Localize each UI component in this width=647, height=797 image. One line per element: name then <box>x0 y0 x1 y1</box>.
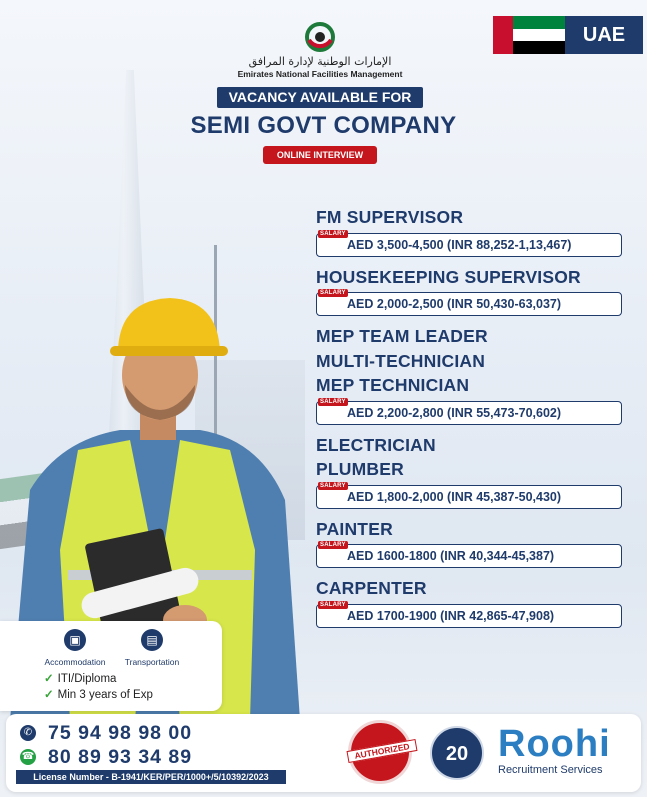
salary-box <box>316 544 622 568</box>
salary-tag: SALARY <box>320 230 346 237</box>
brand-subtitle: Recruitment Services <box>498 764 603 776</box>
job-item <box>316 433 636 509</box>
salary-box <box>316 482 622 509</box>
requirement-item <box>44 671 116 685</box>
check-icon: ✓ <box>44 689 54 701</box>
whatsapp-icon: ☎ <box>20 749 36 765</box>
job-item <box>316 205 636 257</box>
company-name-english: Emirates National Facilities Management <box>237 69 403 79</box>
years-badge <box>430 726 484 780</box>
benefits-card <box>0 621 222 711</box>
job-title: PAINTER <box>316 518 393 539</box>
perk-accommodation <box>35 629 115 667</box>
country-label: UAE <box>565 16 643 54</box>
salary-box <box>316 230 622 257</box>
perk-label: Transportation <box>124 657 180 667</box>
salary-tag: SALARY <box>320 482 346 489</box>
job-title: MEP TEAM LEADER <box>316 326 488 346</box>
years-number: 20 <box>445 743 469 765</box>
salary-tag: SALARY <box>320 601 346 608</box>
job-title: MEP TECHNICIAN <box>316 375 470 395</box>
salary-value: AED 3,500-4,500 (INR 88,252-1,13,467) <box>347 237 572 252</box>
salary-value: AED 1700-1900 (INR 42,865-47,908) <box>347 608 555 623</box>
company-logo <box>200 22 440 79</box>
phone-number[interactable]: 75 94 98 98 00 <box>48 721 193 744</box>
license-number: License Number - B-1941/KER/PER/1000+/5/10392/2023 <box>16 770 286 784</box>
salary-box <box>316 601 622 628</box>
online-interview-badge: ONLINE INTERVIEW <box>263 146 377 164</box>
salary-tag: SALARY <box>320 398 346 405</box>
bed-icon: ▣ <box>64 629 86 651</box>
salary-value: AED 1600-1800 (INR 40,344-45,387) <box>347 549 555 563</box>
vacancy-banner: VACANCY AVAILABLE FOR <box>217 87 423 108</box>
company-name-arabic: الإمارات الوطنية لإدارة المرافق <box>248 55 392 68</box>
authorized-seal <box>348 720 412 784</box>
job-item <box>316 576 636 628</box>
requirement-item <box>44 687 153 701</box>
job-title: CARPENTER <box>316 578 427 598</box>
job-item <box>316 517 636 569</box>
uae-flag-icon <box>493 16 573 54</box>
salary-value: AED 2,000-2,500 (INR 50,430-63,037) <box>347 297 562 311</box>
salary-tag: SALARY <box>320 290 346 296</box>
brand-name: Roohi <box>498 723 611 765</box>
country-badge <box>493 16 643 54</box>
authorized-label: AUTHORIZED <box>346 739 417 763</box>
job-title: FM SUPERVISOR <box>316 207 464 227</box>
bus-icon: ▤ <box>141 629 163 651</box>
jobs-list <box>316 205 636 636</box>
requirement-text: ITI/Diploma <box>57 673 117 685</box>
phone-row <box>20 722 192 744</box>
salary-box <box>316 292 622 316</box>
phone-row <box>20 746 192 768</box>
check-icon: ✓ <box>44 673 54 685</box>
salary-box <box>316 398 622 425</box>
job-title: PLUMBER <box>316 459 404 479</box>
job-title: ELECTRICIAN <box>316 434 436 455</box>
job-title: HOUSEKEEPING SUPERVISOR <box>316 266 581 287</box>
phone-icon: ✆ <box>20 725 36 741</box>
perk-transportation <box>112 629 192 667</box>
job-item <box>316 324 636 425</box>
salary-tag: SALARY <box>320 542 346 548</box>
salary-value: AED 2,200-2,800 (INR 55,473-70,602) <box>347 405 562 420</box>
perk-label: Accommodation <box>44 657 106 667</box>
page-title: SEMI GOVT COMPANY <box>190 112 457 139</box>
requirement-text: Min 3 years of Exp <box>57 689 153 701</box>
whatsapp-number[interactable]: 80 89 93 34 89 <box>48 745 193 768</box>
job-title: MULTI-TECHNICIAN <box>316 350 486 371</box>
enfm-logo-icon <box>305 22 335 52</box>
contact-footer <box>6 714 641 792</box>
job-item <box>316 265 636 317</box>
brand-logo <box>498 724 611 776</box>
salary-value: AED 1,800-2,000 (INR 45,387-50,430) <box>347 489 562 504</box>
